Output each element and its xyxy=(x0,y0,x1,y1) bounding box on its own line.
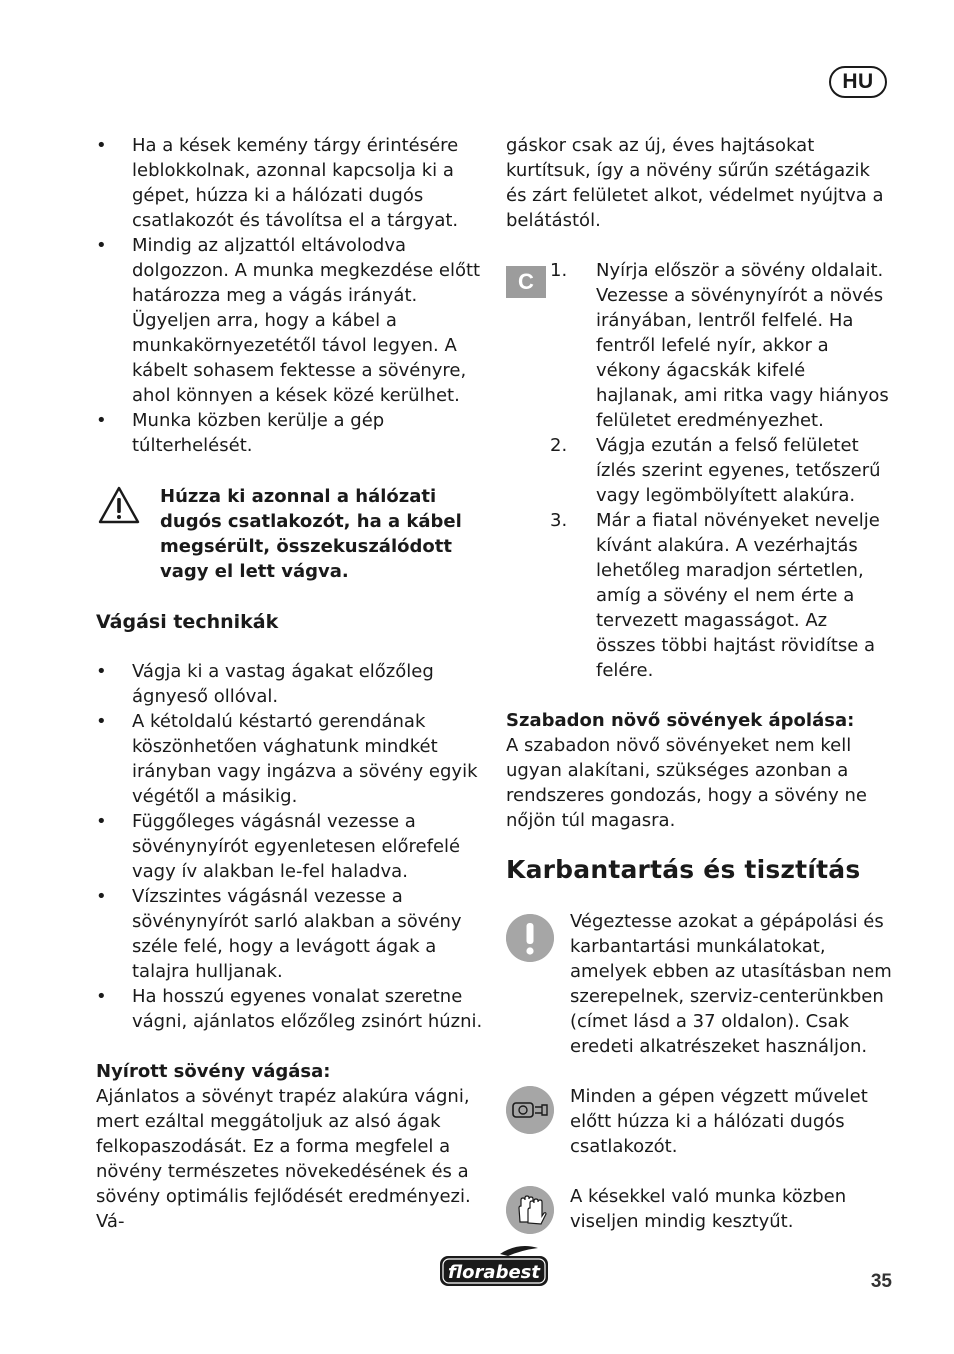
page-number: 35 xyxy=(870,1271,892,1292)
list-item: • Ha a kések kemény tárgy érintésére leblokkolnak, azonnal kapcsolja ki a gépet, húzza ki a hálózati dugós csatlakozót és távolítsa el a tárgyat. xyxy=(96,133,484,233)
list-item: • A kétoldalú késtartó gerendának köszönhetően vághatunk mindkét irányban vagy ingázva a sövény egyik végétől a másikig. xyxy=(96,709,484,809)
gloves-note-text: A késekkel való munka közben viseljen mindig kesztyűt. xyxy=(570,1186,847,1232)
list-item: 3. Már a fiatal növényeket nevelje kívánt alakúra. A vezérhajtás lehetőleg maradjon sértetlen, amíg a sövény el nem érte a tervezett magasságot. Az összes többi hajtást rövidítse a felére. xyxy=(550,510,880,681)
list-item: • Vágja ki a vastag ágakat előzőleg ágnyeső ollóval. xyxy=(96,659,484,709)
list-item: • Ha hosszú egyenes vonalat szeretne vágni, ajánlatos előzőleg zsinórt húzni. xyxy=(96,984,484,1034)
free-hedge-text: A szabadon növő sövényeket nem kell ugyan alakítani, szükséges azonban a rendszeres gondozás, hogy a sövény ne nőjön túl magasra. xyxy=(506,735,867,831)
section-heading-maintenance: Karbantartás és tisztítás xyxy=(506,855,861,884)
free-hedge-section xyxy=(506,708,892,833)
list-item: • Munka közben kerülje a gép túlterhelését. xyxy=(96,408,484,458)
list-item: • Mindig az aljzattól eltávolodva dolgozzon. A munka megkezdése előtt határozza meg a vágás irányát. Ügyeljen arra, hogy a kábel a munkakörnyezetétől távol legyen. A kábelt sohasem fektesse a sövényre, ahol könnyen a kések közé kerülhet. xyxy=(96,233,484,408)
service-note-text: Végeztesse azokat a gépápolási és karbantartási munkálatokat, amelyek ebben az utasításban nem szerepelnek, szerviz-centerünkben (címet lásd a 37 oldalon). Csak eredeti alkatrészeket használjon. xyxy=(570,911,892,1057)
list-item: 2. Vágja ezután a felső felületet ízlés szerint egyenes, tetőszerű vagy legömbölyített alakúra. xyxy=(550,435,881,506)
gloves-icon xyxy=(506,1186,554,1234)
step-list xyxy=(550,258,892,683)
unplug-note-text: Minden a gépen végzett művelet előtt húzza ki a hálózati dugós csatlakozót. xyxy=(570,1086,868,1157)
cutting-steps xyxy=(506,258,892,683)
language-badge: HU xyxy=(829,66,887,98)
service-note xyxy=(506,909,892,1059)
section-heading-cutting-techniques: Vágási technikák xyxy=(96,611,279,633)
right-column xyxy=(506,133,892,1259)
warning-text: Húzza ki azonnal a hálózati dugós csatlakozót, ha a kábel megsérült, összekuszálódott vagy el lett vágva. xyxy=(160,486,462,582)
continued-paragraph: gáskor csak az új, éves hajtásokat kurtítsuk, így a növény sűrűn szétágazik és zárt felületet alkot, védelmet nyújtva a belátástól. xyxy=(506,135,884,231)
list-item: • Függőleges vágásnál vezesse a sövénynyírót egyenletesen előrefelé vagy ív alakban le-fel haladva. xyxy=(96,809,484,884)
florabest-logo xyxy=(438,1244,550,1288)
list-item: • Vízszintes vágásnál vezesse a sövénynyírót sarló alakban a sövény széle felé, hogy a levágott ágak a talajra hulljanak. xyxy=(96,884,484,984)
safety-bullet-list xyxy=(96,133,484,458)
unplug-icon xyxy=(506,1086,554,1134)
gloves-note xyxy=(506,1184,892,1234)
unplug-note xyxy=(506,1084,892,1159)
left-column xyxy=(96,133,484,1234)
subheading-trimmed-hedge: Nyírott sövény vágása: xyxy=(96,1061,331,1082)
figure-c-label: C xyxy=(506,266,546,298)
warning-triangle-icon xyxy=(98,486,140,524)
technique-bullet-list xyxy=(96,659,484,1034)
trimmed-hedge-section xyxy=(96,1059,484,1234)
subheading-free-hedge: Szabadon növő sövények ápolása: xyxy=(506,710,855,731)
svg-text:florabest: florabest xyxy=(448,1262,540,1283)
trimmed-hedge-text: Ajánlatos a sövényt trapéz alakúra vágni, mert ezáltal meggátoljuk az alsó ágak felkopaszodását. Ez a forma megfelel a növény természetes növekedésének és a sövény optimális fejlődését eredményezi. Vá- xyxy=(96,1086,471,1232)
cable-warning xyxy=(96,484,484,584)
list-item: 1. Nyírja először a sövény oldalait. Vezesse a sövénynyírót a növés irányában, lentről felfelé. Ha fentről lefelé nyír, akkor a vékony ágacskák kifelé hajlanak, ami ritka vagy hiányos felületet eredményezhet. xyxy=(550,260,889,431)
exclamation-icon xyxy=(506,914,554,962)
